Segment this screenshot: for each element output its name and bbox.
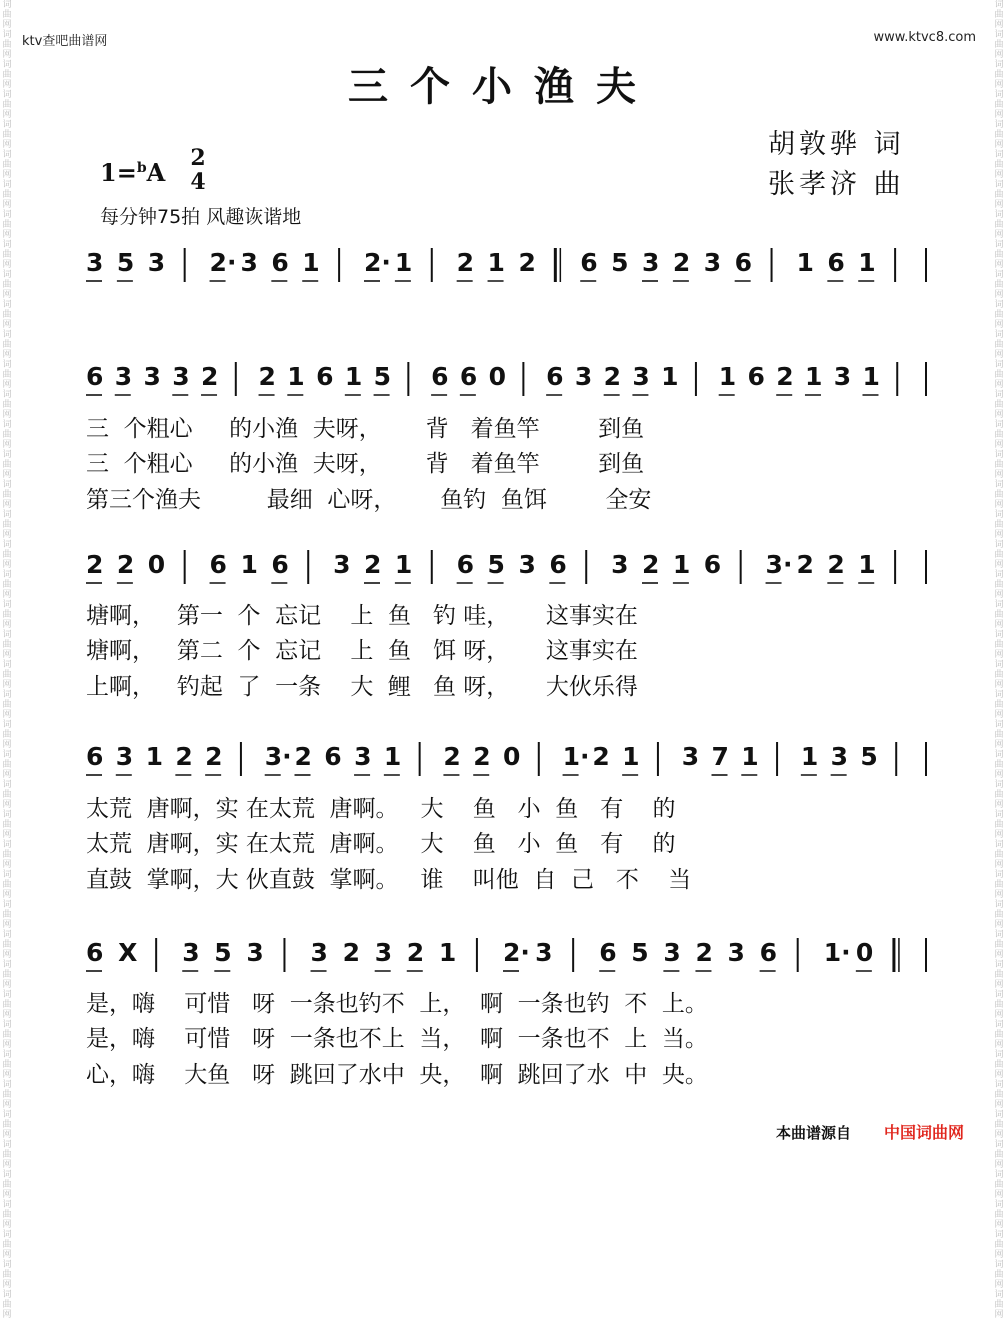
note: 6: [549, 550, 567, 579]
note: 3: [374, 938, 393, 967]
note: 3: [143, 362, 161, 391]
note: 3: [86, 248, 104, 277]
note: 6: [734, 248, 753, 277]
note: 3: [246, 938, 264, 967]
note: 2: [603, 362, 622, 391]
note: 6: [546, 362, 564, 391]
lyric-line: 太荒 唐啊，实 在太荒 唐啊。 大 鱼 小 鱼 有 的: [86, 831, 676, 857]
note: 1: [383, 742, 402, 771]
lyric-line: 第三个渔夫 最细 心呀， 鱼钓 鱼饵 全安: [86, 487, 652, 513]
note: 5: [487, 550, 505, 579]
note: 2: [695, 938, 713, 967]
note: 3: [354, 742, 372, 771]
note: 3: [642, 248, 660, 277]
lyric-line: 三 个粗心 的小渔 夫呀， 背 着鱼竿 到鱼: [86, 416, 645, 442]
note: 2: [406, 938, 425, 967]
note: 3: [611, 550, 629, 579]
note: 2·: [503, 938, 530, 967]
note: 1: [287, 362, 305, 391]
note: 6: [827, 248, 845, 277]
note: 6: [459, 362, 478, 391]
note: 2·: [364, 248, 391, 277]
note: 1: [858, 550, 876, 579]
note: 3: [703, 248, 722, 277]
note: 6: [86, 742, 104, 771]
note: 3: [574, 362, 593, 391]
note: 5: [860, 742, 878, 771]
lyric-line: 三 个粗心 的小渔 夫呀， 背 着鱼竿 到鱼: [86, 451, 645, 477]
note: 2: [456, 248, 475, 277]
note: 2: [205, 742, 223, 771]
note: 2: [796, 550, 814, 579]
note: 1: [394, 550, 413, 579]
note: 6: [271, 550, 289, 579]
note: 6: [271, 248, 289, 277]
note: 3: [182, 938, 200, 967]
note: 2·: [209, 248, 237, 277]
note: 1: [804, 362, 823, 391]
site-url[interactable]: www.ktvc8.com: [873, 30, 976, 45]
note: 1: [344, 362, 363, 391]
note: 2: [642, 550, 660, 579]
note: 2: [592, 742, 610, 771]
note: 3: [240, 248, 258, 277]
note: 1: [800, 742, 819, 771]
note: 6: [431, 362, 449, 391]
note: 1: [438, 938, 457, 967]
note: 7: [711, 742, 729, 771]
note: 2: [116, 550, 135, 579]
note: 3: [115, 742, 134, 771]
lyric-line: 塘啊， 第一 个 忘记 上 鱼 钓 哇， 这事实在: [86, 603, 638, 629]
note: 3: [310, 938, 328, 967]
note: 6: [747, 362, 765, 391]
note: 6: [703, 550, 722, 579]
note: 5: [611, 248, 629, 277]
side-watermark-left: 词曲网词曲网词曲网词曲网词曲网词曲网词曲网词曲网词曲网词曲网词曲网词曲网词曲网词曲网词曲网词曲网词曲网词曲网词曲网词曲网词曲网词曲网词曲网词曲网词曲网词曲网词曲网词曲网词曲网词曲网词曲网词曲网词曲网词曲网词曲网词曲网词曲网词曲网词曲网词曲网词曲网词曲网词曲网词曲网: [2, 0, 12, 1320]
note: 1: [858, 248, 876, 277]
note: 3: [518, 550, 536, 579]
note: 3: [147, 248, 166, 277]
note: 2: [827, 550, 845, 579]
note: 2: [776, 362, 794, 391]
note: 0: [488, 362, 507, 391]
note: 2: [672, 248, 691, 277]
note: 2: [518, 248, 536, 277]
note: 2: [175, 742, 193, 771]
note: 3: [833, 362, 852, 391]
note: 2: [342, 938, 361, 967]
note: 1: [862, 362, 880, 391]
site-name[interactable]: ktv查吧曲谱网: [22, 34, 108, 49]
tempo-marking: 每分钟75拍 风趣诙谐地: [100, 206, 302, 228]
note: 1·: [562, 742, 590, 771]
composer: 张孝济 曲: [768, 169, 905, 200]
time-signature: 2 4: [190, 145, 206, 195]
note: 2: [364, 550, 382, 579]
note: X: [118, 938, 138, 967]
note: 0: [503, 742, 521, 771]
note: 6: [599, 938, 617, 967]
note: 2: [86, 550, 104, 579]
note: 1: [145, 742, 163, 771]
note: 1: [240, 550, 258, 579]
note: 3: [172, 362, 190, 391]
note: 6: [324, 742, 342, 771]
lyric-line: 心，嗨 大鱼 呀 跳回了水中 央， 啊 跳回了水 中 央。: [86, 1062, 708, 1088]
note: 2: [294, 742, 312, 771]
note: 3: [681, 742, 700, 771]
note: 3·: [765, 550, 793, 579]
lyric-line: 上啊， 钓起 了 一条 大 鲤 鱼 呀， 大伙乐得: [86, 674, 638, 700]
note: 2: [258, 362, 276, 391]
note: 5: [373, 362, 391, 391]
side-watermark-right: 词曲网词曲网词曲网词曲网词曲网词曲网词曲网词曲网词曲网词曲网词曲网词曲网词曲网词曲网词曲网词曲网词曲网词曲网词曲网词曲网词曲网词曲网词曲网词曲网词曲网词曲网词曲网词曲网词曲网词曲网词曲网词曲网词曲网词曲网词曲网词曲网词曲网词曲网词曲网词曲网词曲网词曲网词曲网词曲网: [994, 0, 1004, 1320]
note: 3: [114, 362, 133, 391]
note: 6: [580, 248, 598, 277]
note: 1: [672, 550, 691, 579]
note: 2: [473, 742, 491, 771]
note: 6: [759, 938, 778, 967]
note: 5: [116, 248, 135, 277]
note: 1: [487, 248, 505, 277]
note: 3: [727, 938, 745, 967]
note: 0: [147, 550, 166, 579]
note: 2: [443, 742, 461, 771]
note: 3: [830, 742, 849, 771]
note: 0: [855, 938, 874, 967]
song-title: 三个小渔夫: [348, 63, 658, 110]
note: 5: [631, 938, 649, 967]
note: 1: [302, 248, 320, 277]
lyric-line: 是，嗨 可惜 呀 一条也钓不 上， 啊 一条也钓 不 上。: [86, 991, 708, 1017]
note: 1: [741, 742, 759, 771]
note: 3: [333, 550, 351, 579]
note: 6: [456, 550, 475, 579]
source-site-link[interactable]: 中国词曲网: [884, 1123, 965, 1142]
lyric-line: 塘啊， 第二 个 忘记 上 鱼 饵 呀， 这事实在: [86, 638, 638, 664]
note: 3: [535, 938, 553, 967]
lyric-line: 是，嗨 可惜 呀 一条也不上 当， 啊 一条也不 上 当。: [86, 1026, 708, 1052]
note: 1·: [823, 938, 851, 967]
lyric-line: 太荒 唐啊，实 在太荒 唐啊。 大 鱼 小 鱼 有 的: [86, 796, 676, 822]
lyricist: 胡敦骅 词: [768, 129, 905, 160]
note: 6: [86, 938, 104, 967]
key-signature: 1=$^b$A: [100, 158, 166, 187]
note: 3: [663, 938, 681, 967]
source-label: 本曲谱源自: [776, 1124, 852, 1142]
note: 1: [622, 742, 640, 771]
lyric-line: 直鼓 掌啊，大 伙直鼓 掌啊。 谁 叫他 自 己 不 当: [86, 867, 692, 893]
note: 3: [632, 362, 650, 391]
note: 5: [214, 938, 232, 967]
note: 6: [86, 362, 104, 391]
note: 1: [796, 248, 814, 277]
note: 2: [201, 362, 219, 391]
note: 3·: [264, 742, 292, 771]
note: 1: [661, 362, 679, 391]
note: 1: [718, 362, 737, 391]
note: 6: [316, 362, 334, 391]
note: 6: [209, 550, 227, 579]
note: 1: [394, 248, 413, 277]
